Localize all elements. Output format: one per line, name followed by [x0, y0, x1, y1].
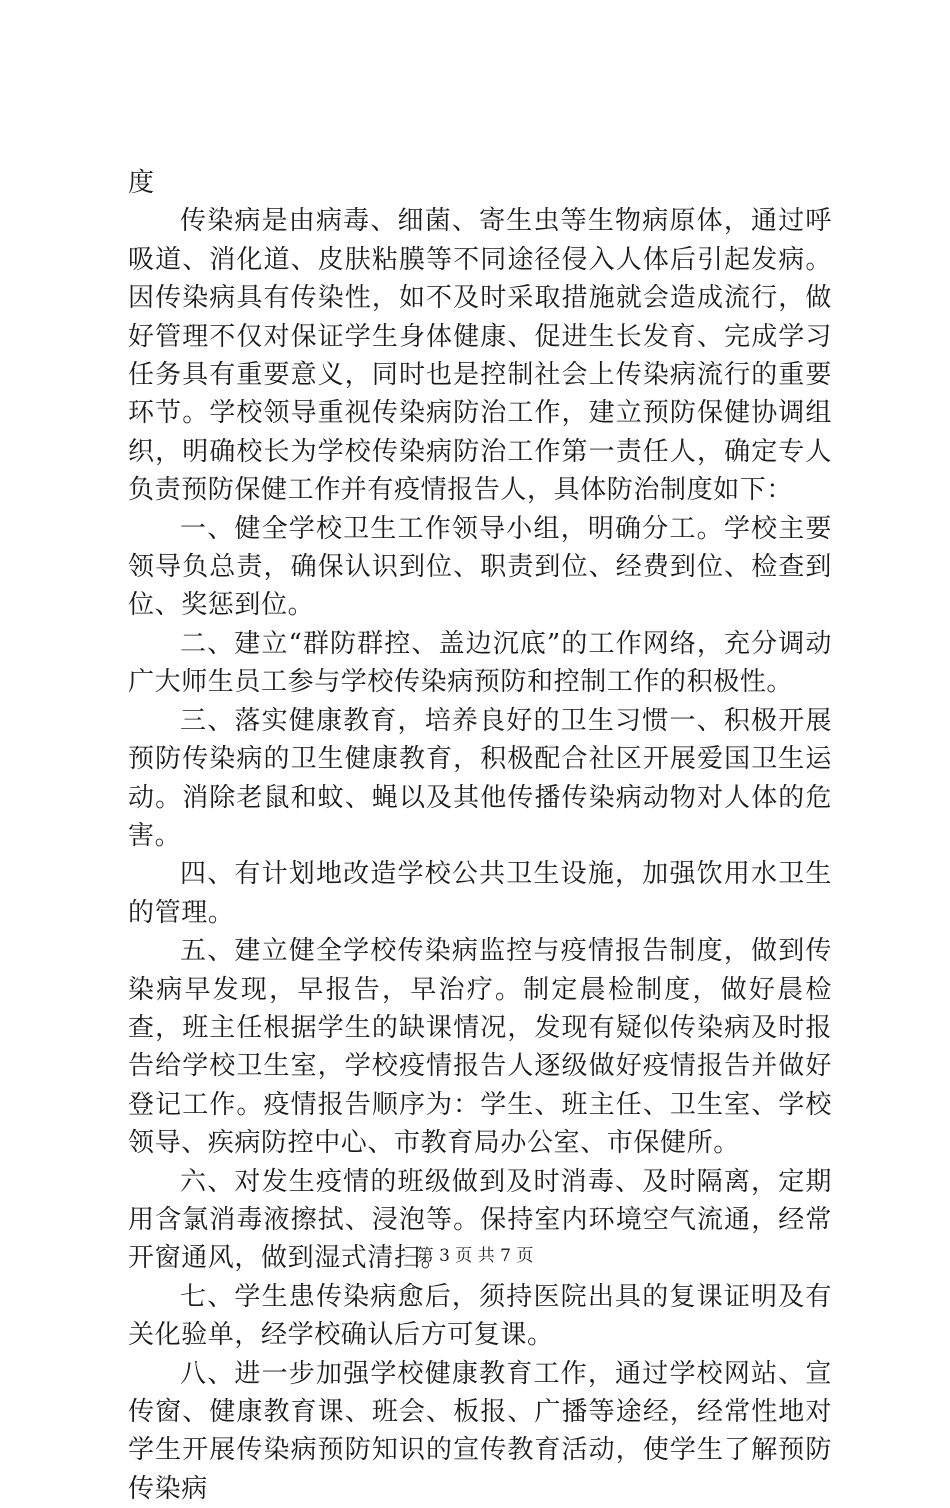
paragraph-item-2: 二、建立“群防群控、盖边沉底”的工作网络，充分调动广大师生员工参与学校传染病预防和控制工作的积极性。 [128, 628, 832, 698]
paragraph-continuation: 度 [128, 168, 155, 198]
paragraph-item-8: 八、进一步加强学校健康教育工作，通过学校网站、宣传窗、健康教育课、班会、板报、广播等途经，经常性地对学生开展传染病预防知识的宣传教育活动，使学生了解预防传染病 [128, 1358, 832, 1504]
paragraph-item-3: 三、落实健康教育，培养良好的卫生习惯一、积极开展预防传染病的卫生健康教育，积极配合社区开展爱国卫生运动。消除老鼠和蚊、蝇以及其他传播传染病动物对人体的危害。 [128, 705, 832, 851]
paragraph-item-1: 一、健全学校卫生工作领导小组，明确分工。学校主要领导负总责，确保认识到位、职责到位、经费到位、检查到位、奖惩到位。 [128, 513, 832, 621]
document-body [128, 164, 832, 1508]
paragraph-item-5: 五、建立健全学校传染病监控与疫情报告制度，做到传染病早发现，早报告，早治疗。制定晨检制度，做好晨检查，班主任根据学生的缺课情况，发现有疑似传染病及时报告给学校卫生室，学校疫情报告人逐级做好疫情报告并做好登记工作。疫情报告顺序为：学生、班主任、卫生室、学校领导、疾病防控中心、市教育局办公室、市保健所。 [128, 936, 832, 1159]
paragraph-item-6: 六、对发生疫情的班级做到及时消毒、及时隔离，定期用含氯消毒液擦拭、浸泡等。保持室内环境空气流通，经常开窗通风，做到湿式清扫。 [128, 1166, 832, 1274]
paragraph-item-4: 四、有计划地改造学校公共卫生设施，加强饮用水卫生的管理。 [128, 859, 832, 928]
paragraph-item-7: 七、学生患传染病愈后，须持医院出具的复课证明及有关化验单，经学校确认后方可复课。 [128, 1281, 832, 1351]
page-number-footer: 第 3 页 共 7 页 [416, 1246, 534, 1266]
paragraph-intro: 传染病是由病毒、细菌、寄生虫等生物病原体，通过呼吸道、消化道、皮肤粘膜等不同途径侵入人体后引起发病。因传染病具有传染性，如不及时采取措施就会造成流行，做好管理不仅对保证学生身体健康、促进生长发育、完成学习任务具有重要意义，同时也是控制社会上传染病流行的重要环节。学校领导重视传染病防治工作，建立预防保健协调组织，明确校长为学校传染病防治工作第一责任人，确定专人负责预防保健工作并有疫情报告人，具体防治制度如下： [128, 206, 832, 506]
